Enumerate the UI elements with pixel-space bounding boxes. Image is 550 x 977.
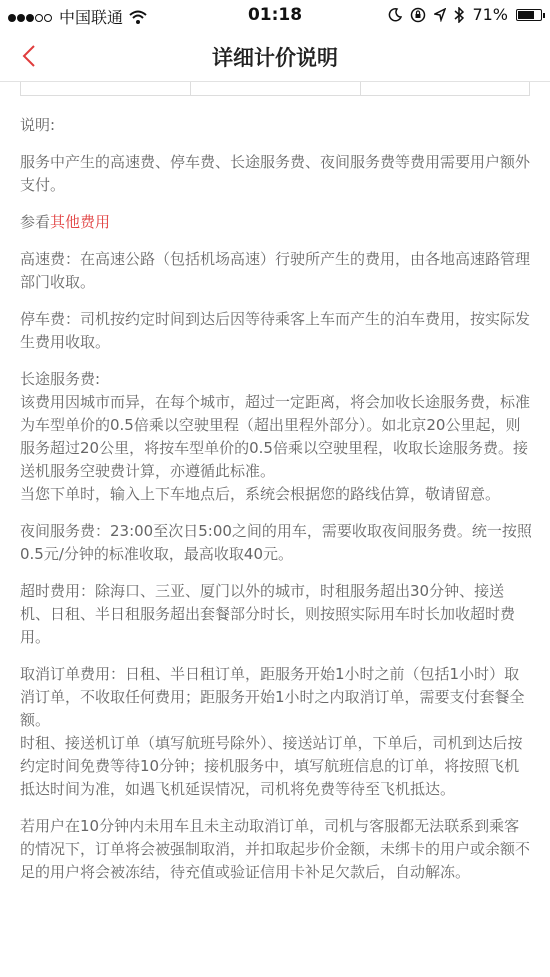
nav-bar bbox=[0, 30, 550, 82]
status-time: 01:18 bbox=[247, 5, 303, 25]
battery-label: 71% bbox=[472, 5, 508, 24]
location-icon bbox=[434, 8, 446, 22]
overtime-fee-paragraph: 超时费用：除海口、三亚、厦门以外的城市，时租服务超出30分钟、接送机、日租、半日租服务超出套餐部分时长，则按照实际用车时长加收超时费用。 bbox=[20, 582, 516, 646]
status-right bbox=[388, 5, 542, 24]
cancel-fee-body-b: 时租、接送机订单（填写航班号除外）、接送站订单，下单后，司机到达后按约定时间免费等待10分钟；接机服务中，填写航班信息的订单，将按照飞机抵达时间为准，如遇飞机延误情况，司机将免费等待至飞机抵达。 bbox=[20, 734, 523, 798]
cancel-fee-section bbox=[20, 663, 532, 801]
carrier-label: 中国联通 bbox=[59, 8, 124, 27]
intro-paragraph: 服务中产生的高速费、停车费、长途服务费、夜间服务费等费用需要用户额外支付。 bbox=[20, 153, 531, 194]
status-bar bbox=[0, 0, 550, 30]
no-show-paragraph: 若用户在10分钟内未用车且未主动取消订单，司机与客服都无法联系到乘客的情况下，订单将会被强制取消，并扣取起步价金额，未绑卡的用户或余额不足的用户将会被冻结，待充值或验证信用卡补足欠款后，自动解冻。 bbox=[20, 817, 531, 881]
night-fee-paragraph: 夜间服务费：23:00至次日5:00之间的用车，需要收取夜间服务费。统一按照0.5元/分钟的标准收取，最高收取40元。 bbox=[20, 522, 532, 563]
rotation-lock-icon bbox=[410, 7, 426, 23]
other-fees-link[interactable]: 其他费用 bbox=[50, 213, 111, 231]
note-label: 说明: bbox=[20, 116, 56, 134]
table-bottom-edge bbox=[20, 82, 530, 96]
long-distance-title: 长途服务费: bbox=[20, 370, 101, 388]
description-content bbox=[20, 114, 532, 898]
see-prefix: 参看 bbox=[20, 213, 51, 231]
highway-fee-paragraph: 高速费：在高速公路（包括机场高速）行驶所产生的费用，由各地高速路管理部门收取。 bbox=[20, 250, 531, 291]
long-distance-body: 该费用因城市而异，在每个城市，超过一定距离，将会加收长途服务费，标准为车型单价的0.5倍乘以空驶里程（超出里程外部分）。如北京20公里起，则服务超过20公里，将按车型单价的0.5倍乘以空驶里程，收取长途服务费。接送机服务空驶费计算，亦遵循此标准。 bbox=[20, 393, 531, 480]
cancel-fee-body-a: 取消订单费用：日租、半日租订单，距服务开始1小时之前（包括1小时）取消订单，不收取任何费用；距服务开始1小时之内取消订单，需要支付套餐全额。 bbox=[20, 665, 525, 729]
long-distance-section bbox=[20, 368, 532, 506]
page-title: 详细计价说明 bbox=[212, 46, 338, 70]
moon-icon bbox=[388, 8, 402, 22]
battery-icon bbox=[516, 9, 542, 21]
long-distance-note: 当您下单时，输入上下车地点后，系统会根据您的路线估算，敬请留意。 bbox=[20, 485, 501, 503]
parking-fee-paragraph: 停车费：司机按约定时间到达后因等待乘客上车而产生的泊车费用，按实际发生费用收取。 bbox=[20, 310, 531, 351]
see-also-line bbox=[20, 211, 532, 234]
bluetooth-icon bbox=[454, 7, 464, 23]
